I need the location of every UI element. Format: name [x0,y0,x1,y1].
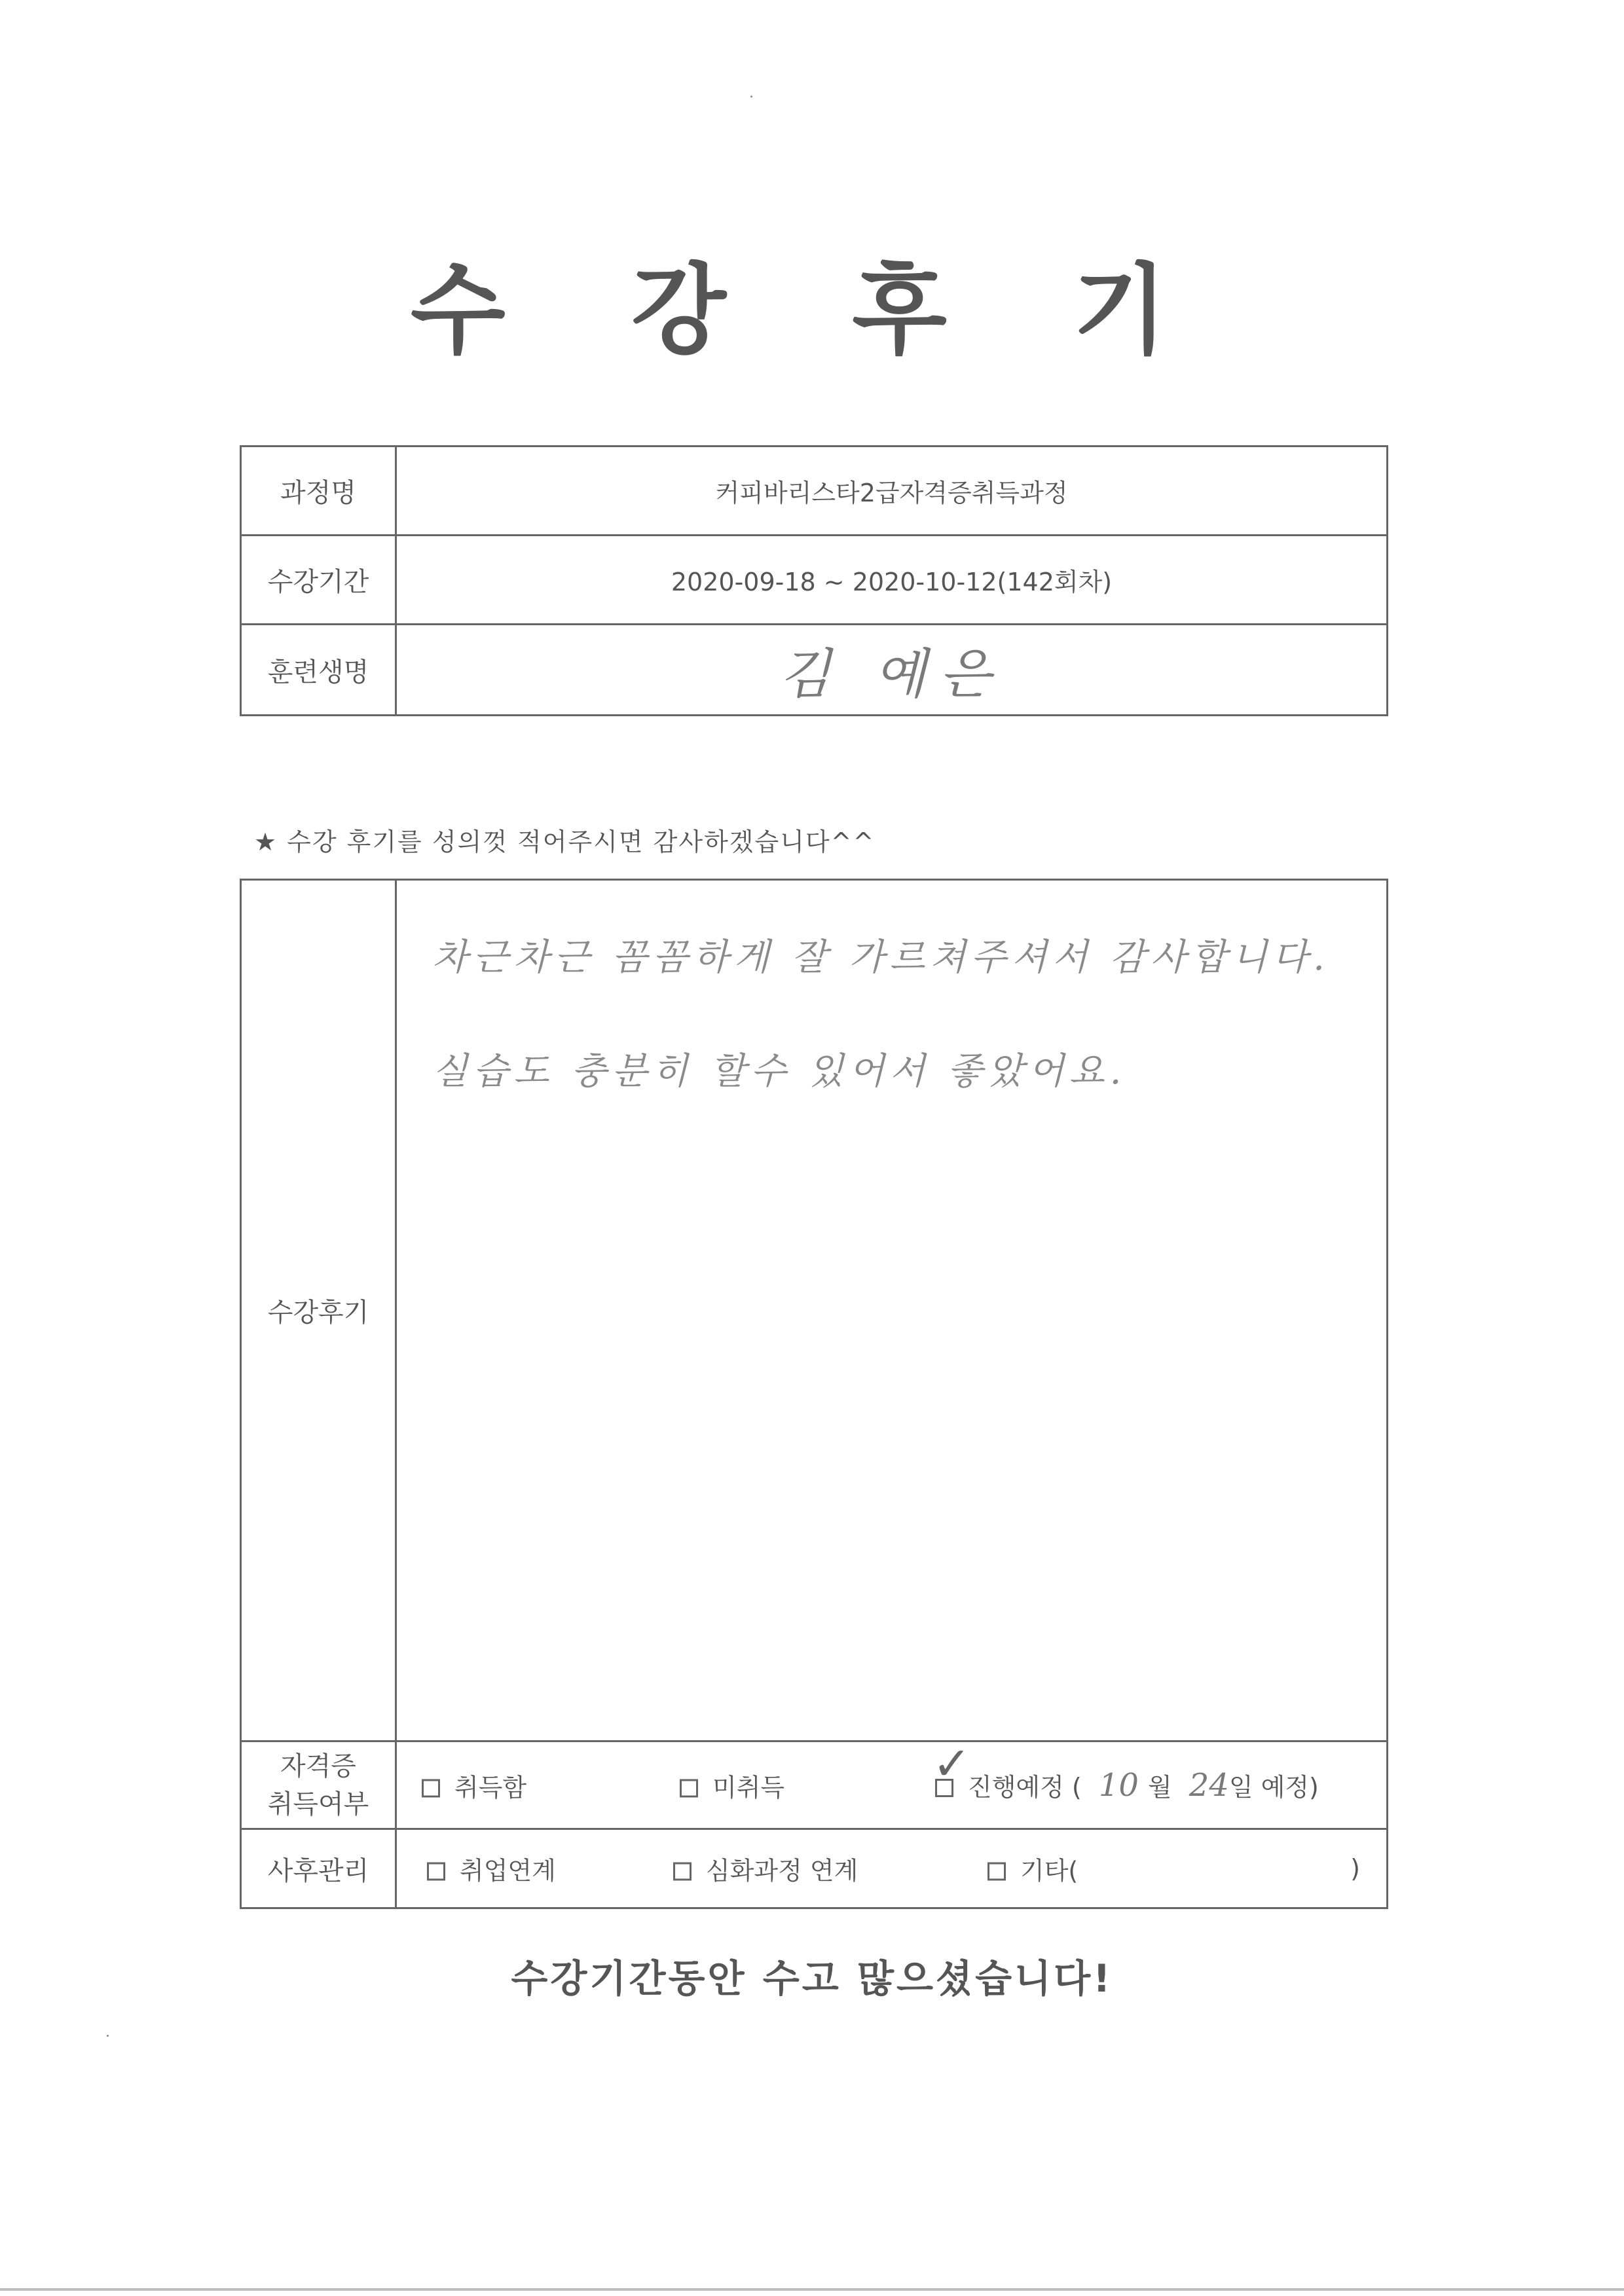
certificate-label-line1: 자격증 [280,1751,356,1781]
review-area [396,880,1388,1741]
certificate-label [241,1741,396,1829]
option-job-link-label: 취업연계 [460,1856,556,1886]
review-row [241,880,1388,1741]
instruction-note: ★ 수강 후기를 성의껏 적어주시면 감사하겠습니다^^ [254,828,876,856]
trainee-field [396,625,1388,716]
closing-message: 수강기간동안 수고 많으셨습니다! [511,1956,1113,2001]
option-other-label: 기타( [1020,1856,1079,1886]
trainee-name-handwritten: 김 예은 [779,643,1005,706]
period-label: 수강기간 [241,536,396,625]
option-scheduled[interactable] [935,1767,1319,1804]
scan-speck [750,96,752,98]
option-other[interactable] [987,1851,1078,1887]
review-text-line1: 차근차근 꼼꼼하게 잘 가르쳐주셔서 감사합니다. [432,936,1330,979]
option-job-link[interactable] [427,1851,556,1887]
option-not-acquired-label: 미취득 [712,1773,785,1802]
review-table [240,879,1388,1909]
checkbox-advanced-course[interactable] [673,1863,692,1881]
checkbox-job-link[interactable] [427,1863,445,1881]
course-info-table [240,445,1388,716]
review-label: 수강후기 [241,880,396,1741]
option-scheduled-label: 진행예정 ( [968,1772,1082,1802]
other-close-paren: ) [1350,1854,1360,1883]
aftercare-options [396,1829,1388,1908]
trainee-label: 훈련생명 [241,625,396,716]
period-row [241,536,1388,625]
option-acquired[interactable] [422,1767,526,1803]
checkmark-icon: ✓ [932,1737,971,1791]
page-title: 수 강 후 기 [410,254,1214,368]
certificate-row [241,1741,1388,1829]
aftercare-row [241,1829,1388,1908]
option-advanced-course-label: 심화과정 연계 [706,1856,858,1886]
checkbox-other[interactable] [987,1863,1006,1881]
checkbox-not-acquired[interactable] [680,1779,698,1797]
course-row [241,446,1388,536]
month-unit: 월 [1147,1772,1172,1802]
aftercare-label: 사후관리 [241,1829,396,1908]
scheduled-month-handwritten: 10 [1098,1766,1139,1804]
day-suffix: 일 예정) [1228,1772,1319,1802]
scan-edge-line [0,2288,1624,2291]
scheduled-day-handwritten: 24 [1189,1766,1229,1804]
scan-speck [107,2035,109,2037]
review-text-line2: 실습도 충분히 할수 있어서 좋았어요. [432,1050,1127,1093]
certificate-options [396,1737,1388,1829]
course-value: 커피바리스타2급자격증취득과정 [396,446,1388,536]
option-advanced-course[interactable] [673,1851,858,1887]
option-acquired-label: 취득함 [454,1773,527,1802]
course-label: 과정명 [241,446,396,536]
certificate-label-line2: 취득여부 [267,1789,369,1819]
checkbox-acquired[interactable] [422,1779,440,1797]
option-not-acquired[interactable] [680,1767,784,1803]
trainee-row [241,625,1388,716]
period-value: 2020-09-18 ~ 2020-10-12(142회차) [396,536,1388,625]
